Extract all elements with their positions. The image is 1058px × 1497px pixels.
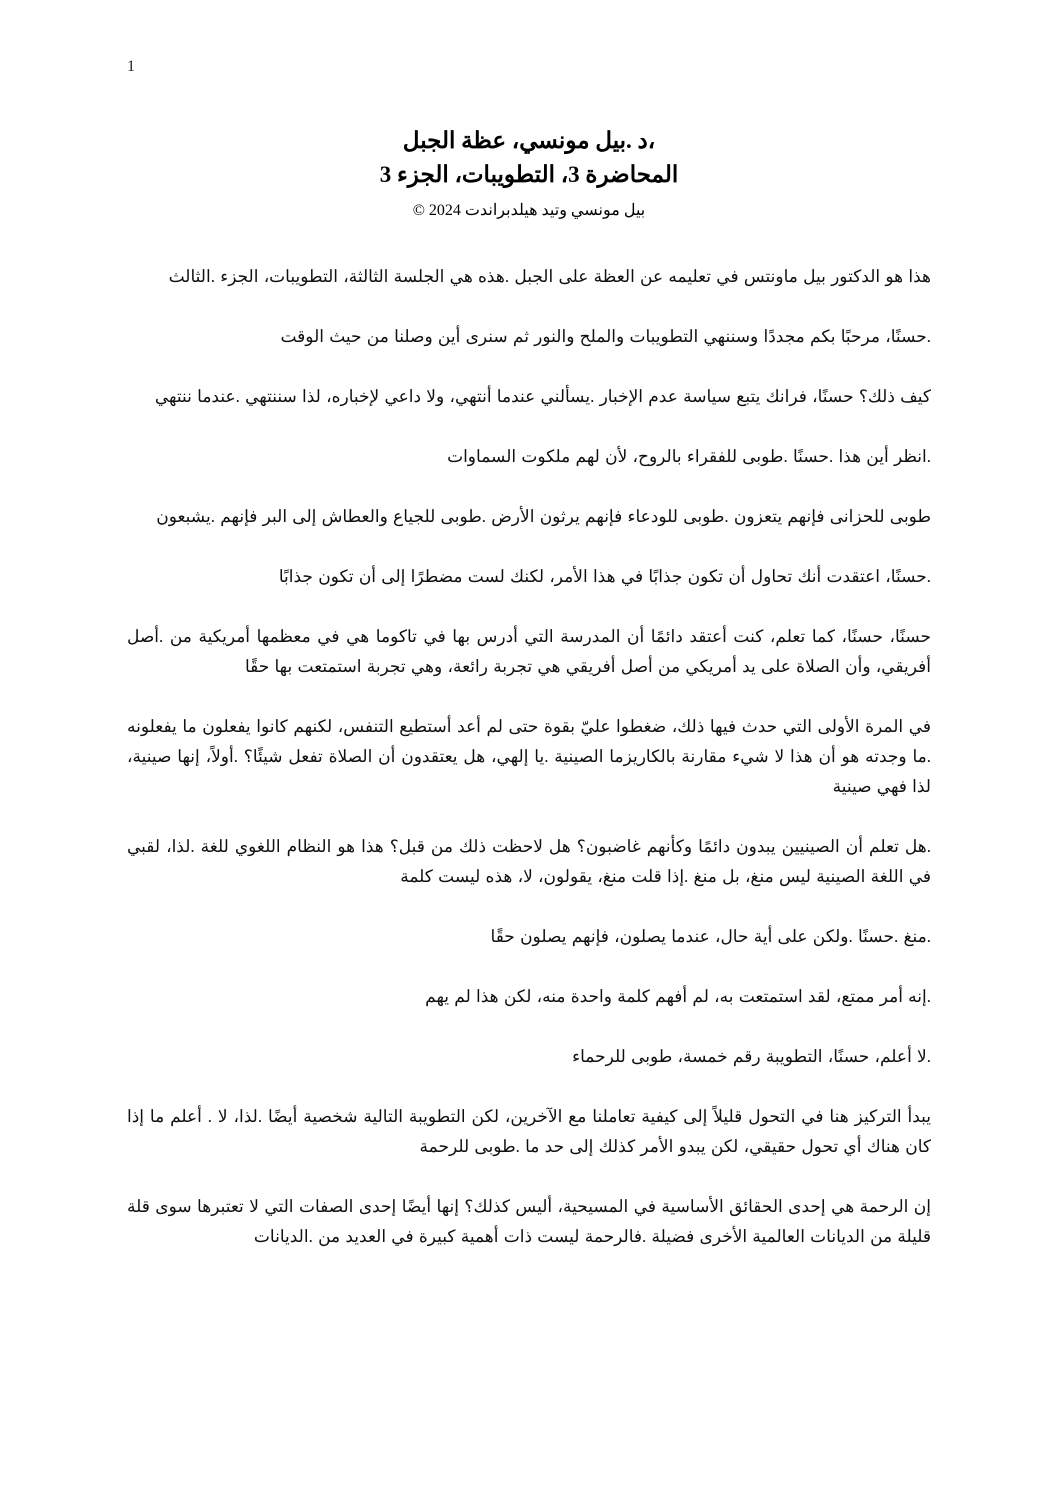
paragraph: .إنه أمر ممتع، لقد استمتعت به، لم أفهم كلمة واحدة منه، لكن هذا لم يهم [425,987,931,1006]
paragraph: في المرة الأولى التي حدث فيها ذلك، ضغطوا عليّ بقوة حتى لم أعد أستطيع التنفس، لكنهم كانوا يفعلون ما يفعلونه .ما وجدته هو أن هذا لا شيء مقارنة بالكاريزما الصينية .يا إلهي، هل يعتقدون أن الصلاة تفعل شيئًا؟ .أولاً، إنها صينية، لذا فهي صينية [127,717,931,796]
paragraph: كيف ذلك؟ حسنًا، فرانك يتبع سياسة عدم الإخبار .يسألني عندما أنتهي، ولا داعي لإخباره، لذا سننتهي .عندما ننتهي [154,387,931,406]
copyright-line: بيل مونسي وتيد هيلدبراندت 2024 © [412,202,646,219]
paragraph: .هل تعلم أن الصينيين يبدون دائمًا وكأنهم غاضبون؟ هل لاحظت ذلك من قبل؟ هذا هو النظام اللغوي للغة .لذا، لقبي في اللغة الصينية ليس منغ، بل منغ .إذا قلت منغ، يقولون، لا، هذه ليست كلمة [127,837,931,886]
paragraph: .حسنًا، اعتقدت أنك تحاول أن تكون جذابًا في هذا الأمر، لكنك لست مضطرًا إلى أن تكون جذابًا [278,567,931,586]
document-body [127,262,931,1252]
paragraph: هذا هو الدكتور بيل ماونتس في تعليمه عن العظة على الجبل .هذه هي الجلسة الثالثة، التطويبات، الجزء .الثالث [168,267,931,286]
paragraph: طوبى للحزانى فإنهم يتعزون .طوبى للودعاء فإنهم يرثون الأرض .طوبى للجياع والعطاش إلى البر فإنهم .يشبعون [156,507,931,526]
page-number: 1 [127,58,135,75]
paragraph: .لا أعلم، حسنًا، التطويبة رقم خمسة، طوبى للرحماء [572,1047,931,1066]
paragraph: .منغ .حسنًا .ولكن على أية حال، عندما يصلون، فإنهم يصلون حقًا [490,927,931,946]
paragraph: .انظر أين هذا .حسنًا .طوبى للفقراء بالروح، لأن لهم ملكوت السماوات [447,447,931,466]
document-title-line-1: ،د .بيل مونسي، عظة الجبل [402,128,656,153]
document-header [127,124,931,220]
paragraph: حسنًا، حسنًا، كما تعلم، كنت أعتقد دائمًا أن المدرسة التي أدرس بها في تاكوما هي في معظمها أمريكية من .أصل أفريقي، وأن الصلاة على يد أمريكي من أصل أفريقي هي تجربة رائعة، وهي تجربة استمتعت بها حقًا [127,627,931,676]
paragraph: يبدأ التركيز هنا في التحول قليلاً إلى كيفية تعاملنا مع الآخرين، لكن التطويبة التالية شخصية أيضًا .لذا، لا . أعلم ما إذا كان هناك أي تحول حقيقي، لكن يبدو الأمر كذلك إلى حد ما .طوبى للرحمة [127,1107,931,1156]
paragraph: إن الرحمة هي إحدى الحقائق الأساسية في المسيحية، أليس كذلك؟ إنها أيضًا إحدى الصفات التي لا تعتبرها سوى قلة قليلة من الديانات العالمية الأخرى فضيلة .فالرحمة ليست ذات أهمية كبيرة في العديد من .الديانات [127,1197,931,1246]
document-title-line-2: المحاضرة 3، التطويبات، الجزء 3 [379,162,679,187]
paragraph: .حسنًا، مرحبًا بكم مجددًا وسننهي التطويبات والملح والنور ثم سنرى أين وصلنا من حيث الوقت [280,327,931,346]
